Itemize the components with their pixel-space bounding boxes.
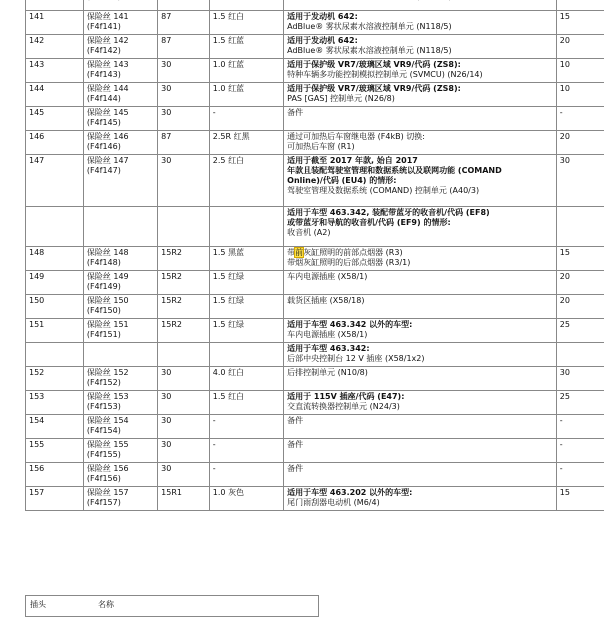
amperage: 25	[556, 391, 604, 415]
fuse-name-line: 保险丝 156	[87, 464, 154, 474]
description-section	[287, 416, 553, 426]
terminal: 15R2	[158, 271, 210, 295]
terminal: 87	[158, 35, 210, 59]
amperage: 15	[556, 11, 604, 35]
description-section	[287, 440, 553, 450]
terminal	[158, 0, 210, 11]
consumer-description	[284, 155, 557, 207]
terminal: 30	[158, 83, 210, 107]
fuse-number	[26, 343, 84, 367]
terminal: 30	[158, 463, 210, 487]
wire-spec: 1.5 黑蓝	[209, 247, 283, 271]
fuse-number: 144	[26, 83, 84, 107]
fuse-name-line: (F4f153)	[87, 402, 154, 412]
fuse-row	[26, 59, 604, 83]
fuse-name	[83, 207, 157, 247]
description-section	[287, 108, 553, 118]
amperage: -	[556, 415, 604, 439]
component-line: 交直流转换器控制单元 (N24/3)	[287, 402, 553, 412]
component-line: 驾驶室管理及数据系统 (COMAND) 控制单元 (A40/3)	[287, 186, 553, 196]
fuse-name-line: (F4f141)	[87, 22, 154, 32]
consumer-description	[284, 131, 557, 155]
terminal: 87	[158, 131, 210, 155]
fuse-name	[83, 367, 157, 391]
fuse-name-line: (F4f149)	[87, 282, 154, 292]
component-line: 后排控制单元 (N10/8)	[287, 368, 553, 378]
amperage: 30	[556, 367, 604, 391]
wire-spec: 4.0 红白	[209, 367, 283, 391]
fuse-number: 147	[26, 155, 84, 207]
consumer-description	[284, 271, 557, 295]
wire-spec: 1.0 红蓝	[209, 59, 283, 83]
description-section	[287, 208, 553, 238]
consumer-description	[284, 83, 557, 107]
fuse-name-line: 保险丝 155	[87, 440, 154, 450]
description-section	[287, 248, 553, 268]
fuse-row	[26, 439, 604, 463]
fuse-row	[26, 463, 604, 487]
fuse-name	[83, 83, 157, 107]
fuse-name	[83, 35, 157, 59]
fuse-row	[26, 83, 604, 107]
wire-spec: 1.0 灰色	[209, 487, 283, 511]
description-section	[287, 156, 553, 196]
fuse-number: 151	[26, 319, 84, 343]
consumer-description	[284, 207, 557, 247]
terminal: 30	[158, 107, 210, 131]
condition-line: 适用于保护级 VR7/玻璃区域 VR9/代码 (ZS8):	[287, 84, 553, 94]
consumer-description	[284, 0, 557, 11]
description-section	[287, 344, 553, 364]
wire-spec: 2.5R 红黑	[209, 131, 283, 155]
consumer-description	[284, 319, 557, 343]
terminal: 30	[158, 155, 210, 207]
fuse-row	[26, 247, 604, 271]
fuse-name-line: (F4f156)	[87, 474, 154, 484]
fuse-name	[83, 439, 157, 463]
condition-line: 适用于发动机 642:	[287, 36, 553, 46]
fuse-number: 153	[26, 391, 84, 415]
fuse-name-line: 保险丝 144	[87, 84, 154, 94]
fuse-name-line: (F4f151)	[87, 330, 154, 340]
fuse-name-line: (F4f154)	[87, 426, 154, 436]
fuse-row	[26, 0, 604, 11]
wire-spec	[209, 343, 283, 367]
fuse-number: 156	[26, 463, 84, 487]
terminal: 15R1	[158, 487, 210, 511]
wire-spec: -	[209, 107, 283, 131]
fuse-name-line	[87, 0, 154, 2]
fuse-number: 155	[26, 439, 84, 463]
fuse-name	[83, 391, 157, 415]
terminal: 15R2	[158, 295, 210, 319]
amperage	[556, 343, 604, 367]
fuse-name-line: (F4f143)	[87, 70, 154, 80]
terminal	[158, 343, 210, 367]
consumer-description	[284, 487, 557, 511]
wire-spec: 2.5 红白	[209, 155, 283, 207]
condition-line: Online)/代码 (EU4) 的情形:	[287, 176, 553, 186]
fuse-number: 154	[26, 415, 84, 439]
fuse-number: 148	[26, 247, 84, 271]
description-section	[287, 320, 553, 340]
fuse-row	[26, 487, 604, 511]
fuse-name-line: 保险丝 154	[87, 416, 154, 426]
fuse-name	[83, 131, 157, 155]
consumer-description	[284, 391, 557, 415]
wire-spec	[209, 207, 283, 247]
component-line: 备件	[287, 108, 553, 118]
fuse-table	[25, 0, 604, 511]
consumer-description	[284, 367, 557, 391]
fuse-name-line: (F4f147)	[87, 166, 154, 176]
component-line: AdBlue® 雾状尿素水溶液控制单元 (N118/5)	[287, 46, 553, 56]
fuse-row	[26, 107, 604, 131]
fuse-name-line: 保险丝 157	[87, 488, 154, 498]
amperage: 10	[556, 59, 604, 83]
description-section	[287, 296, 553, 306]
fuse-name-line: 保险丝 145	[87, 108, 154, 118]
fuse-name-line: (F4f145)	[87, 118, 154, 128]
header-plug: 插头	[30, 599, 46, 610]
condition-line: 适用于保护级 VR7/玻璃区域 VR9/代码 (ZS8):	[287, 60, 553, 70]
terminal: 87	[158, 11, 210, 35]
fuse-name	[83, 11, 157, 35]
fuse-name-line: 保险丝 150	[87, 296, 154, 306]
amperage: -	[556, 439, 604, 463]
wire-spec: -	[209, 463, 283, 487]
fuse-number: 150	[26, 295, 84, 319]
fuse-row	[26, 391, 604, 415]
fuse-name-line: 保险丝 143	[87, 60, 154, 70]
component-line: 可加热后车窗 (R1)	[287, 142, 553, 152]
description-section	[287, 60, 553, 80]
description-section	[287, 272, 553, 282]
fuse-name-line: 保险丝 142	[87, 36, 154, 46]
amperage: 20	[556, 35, 604, 59]
fuse-name-line: 保险丝 141	[87, 12, 154, 22]
condition-line: 适用于 115V 插座/代码 (E47):	[287, 392, 553, 402]
consumer-description	[284, 247, 557, 271]
fuse-row	[26, 295, 604, 319]
condition-line: 适用于车型 463.342:	[287, 344, 553, 354]
wire-spec: 1.5 红蓝	[209, 35, 283, 59]
fuse-row	[26, 131, 604, 155]
amperage: 30	[556, 155, 604, 207]
fuse-name-line: (F4f150)	[87, 306, 154, 316]
highlighted-char: 前	[295, 248, 303, 257]
condition-line: 适用于车型 463.342, 装配带蓝牙的收音机/代码 (EF8)	[287, 208, 553, 218]
fuse-name	[83, 59, 157, 83]
fuse-row	[26, 343, 604, 367]
fuse-number	[26, 207, 84, 247]
description-section	[287, 0, 553, 2]
terminal: 30	[158, 391, 210, 415]
fuse-name	[83, 107, 157, 131]
fuse-table-body	[26, 0, 604, 511]
wire-spec: 1.5 红绿	[209, 295, 283, 319]
consumer-description	[284, 415, 557, 439]
terminal: 30	[158, 367, 210, 391]
component-line: 通过可加热后车窗继电器 (F4kB) 切换:	[287, 132, 553, 142]
condition-line: 或带蓝牙和导航的收音机/代码 (EF9) 的情形:	[287, 218, 553, 228]
fuse-row	[26, 207, 604, 247]
fuse-name	[83, 343, 157, 367]
consumer-description	[284, 463, 557, 487]
consumer-description	[284, 11, 557, 35]
amperage: 10	[556, 83, 604, 107]
fuse-row	[26, 271, 604, 295]
wire-spec: -	[209, 439, 283, 463]
terminal: 15R2	[158, 319, 210, 343]
terminal: 30	[158, 59, 210, 83]
fuse-number: 145	[26, 107, 84, 131]
fuse-name	[83, 271, 157, 295]
component-line	[287, 0, 553, 2]
fuse-name-line: (F4f152)	[87, 378, 154, 388]
consumer-description	[284, 343, 557, 367]
component-line: 备件	[287, 440, 553, 450]
description-section	[287, 36, 553, 56]
fuse-name	[83, 415, 157, 439]
terminal: 15R2	[158, 247, 210, 271]
wire-spec: 1.0 红蓝	[209, 83, 283, 107]
wire-spec	[209, 0, 283, 11]
amperage: 20	[556, 295, 604, 319]
fuse-name	[83, 487, 157, 511]
condition-line: 适用于车型 463.202 以外的车型:	[287, 488, 553, 498]
fuse-name	[83, 463, 157, 487]
fuse-row	[26, 35, 604, 59]
fuse-name-line: (F4f157)	[87, 498, 154, 508]
component-line: AdBlue® 雾状尿素水溶液控制单元 (N118/5)	[287, 22, 553, 32]
fuse-number: 152	[26, 367, 84, 391]
amperage	[556, 0, 604, 11]
next-table-header	[25, 595, 319, 617]
fuse-row	[26, 155, 604, 207]
fuse-name-line: (F4f144)	[87, 94, 154, 104]
description-section	[287, 132, 553, 152]
amperage: 20	[556, 131, 604, 155]
wire-spec: -	[209, 415, 283, 439]
component-line: 尾门雨刮器电动机 (M6/4)	[287, 498, 553, 508]
fuse-row	[26, 11, 604, 35]
consumer-description	[284, 295, 557, 319]
component-line	[287, 248, 553, 258]
fuse-number: 149	[26, 271, 84, 295]
component-line: 特种车辆多功能控制模拟控制单元 (SVMCU) (N26/14)	[287, 70, 553, 80]
condition-line: 适用于截至 2017 年款, 始自 2017	[287, 156, 553, 166]
consumer-description	[284, 59, 557, 83]
fuse-name-line: 保险丝 148	[87, 248, 154, 258]
terminal	[158, 207, 210, 247]
fuse-name	[83, 0, 157, 11]
component-line: 载货区插座 (X58/18)	[287, 296, 553, 306]
text-part: 带	[287, 248, 295, 257]
wire-spec: 1.5 红白	[209, 11, 283, 35]
fuse-name-line: (F4f142)	[87, 46, 154, 56]
consumer-description	[284, 107, 557, 131]
condition-line: 适用于发动机 642:	[287, 12, 553, 22]
wire-spec: 1.5 红白	[209, 391, 283, 415]
fuse-number: 142	[26, 35, 84, 59]
amperage: 15	[556, 247, 604, 271]
component-line: 收音机 (A2)	[287, 228, 553, 238]
fuse-name	[83, 295, 157, 319]
fuse-row	[26, 415, 604, 439]
fuse-name-line: (F4f148)	[87, 258, 154, 268]
terminal: 30	[158, 415, 210, 439]
fuse-number	[26, 0, 84, 11]
fuse-name-line: 保险丝 149	[87, 272, 154, 282]
component-line: 备件	[287, 464, 553, 474]
fuse-name-line: 保险丝 153	[87, 392, 154, 402]
description-section	[287, 368, 553, 378]
fuse-name-line: 保险丝 147	[87, 156, 154, 166]
description-section	[287, 392, 553, 412]
amperage: -	[556, 463, 604, 487]
fuse-row	[26, 367, 604, 391]
wire-spec: 1.5 红绿	[209, 271, 283, 295]
amperage	[556, 207, 604, 247]
fuse-name-line: (F4f146)	[87, 142, 154, 152]
fuse-name-line: 保险丝 152	[87, 368, 154, 378]
condition-line: 年款且装配驾驶室管理和数据系统以及联网功能 (COMAND	[287, 166, 553, 176]
fuse-name-line: (F4f155)	[87, 450, 154, 460]
description-section	[287, 12, 553, 32]
amperage: 15	[556, 487, 604, 511]
component-line: 带烟灰缸照明的后部点烟器 (R3/1)	[287, 258, 553, 268]
fuse-name	[83, 155, 157, 207]
fuse-number: 143	[26, 59, 84, 83]
component-line: 车内电源插座 (X58/1)	[287, 330, 553, 340]
description-section	[287, 84, 553, 104]
fuse-number: 146	[26, 131, 84, 155]
fuse-number: 141	[26, 11, 84, 35]
amperage: -	[556, 107, 604, 131]
condition-line: 适用于车型 463.342 以外的车型:	[287, 320, 553, 330]
amperage: 25	[556, 319, 604, 343]
fuse-number: 157	[26, 487, 84, 511]
fuse-name-line: 保险丝 151	[87, 320, 154, 330]
consumer-description	[284, 439, 557, 463]
wire-spec: 1.5 红绿	[209, 319, 283, 343]
component-line: 备件	[287, 416, 553, 426]
component-line: 后部中央控制台 12 V 插座 (X58/1x2)	[287, 354, 553, 364]
text-part: 灰缸照明的前部点烟器 (R3)	[303, 248, 402, 257]
component-line: 车内电源插座 (X58/1)	[287, 272, 553, 282]
consumer-description	[284, 35, 557, 59]
fuse-row	[26, 319, 604, 343]
description-section	[287, 488, 553, 508]
fuse-name	[83, 247, 157, 271]
header-name: 名称	[98, 599, 114, 610]
fuse-name	[83, 319, 157, 343]
fuse-name-line: 保险丝 146	[87, 132, 154, 142]
amperage: 20	[556, 271, 604, 295]
terminal: 30	[158, 439, 210, 463]
description-section	[287, 464, 553, 474]
component-line: PAS [GAS] 控制单元 (N26/8)	[287, 94, 553, 104]
